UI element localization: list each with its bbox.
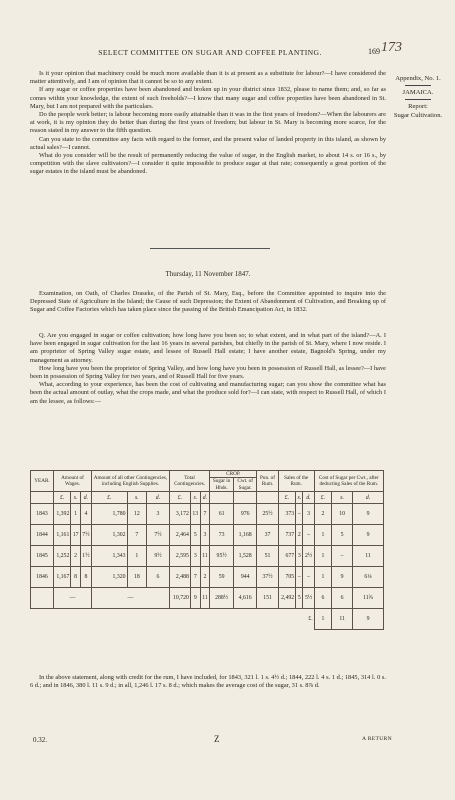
table-row: 1845 1,252 2 1½ 1,343 1 9½ 2,595 3 11 95½ 1,528 51 677 3 2½ 1 – 11 bbox=[31, 546, 384, 567]
margin-jamaica: JAMAICA. bbox=[402, 89, 434, 96]
paragraph: What do you consider will be the result of permanently reducing the value of sugar, in the English market, to about 14 s. or 16 s., by competition with the slave cultivators?—I consider it quite impossible to produce sugar at that rate; consequently a great portion of the sugar estates in the island must be abandoned. bbox=[30, 152, 386, 176]
margin-note bbox=[387, 74, 449, 120]
col-contingencies: Amount of all other Contingencies, including English Supplies. bbox=[91, 471, 169, 492]
units-row: £. s. d. £. s. d. £. s. d. £. s. d. £. s. d. bbox=[31, 492, 384, 504]
evidence-continued bbox=[30, 70, 386, 177]
footer-signature-mark: 0.32. bbox=[33, 736, 47, 744]
testimony bbox=[30, 332, 386, 406]
cost-table bbox=[30, 470, 384, 630]
col-sugar-hhds: Sugar in Hhds. bbox=[210, 478, 234, 492]
paragraph: Can you state to the committee any facts with regard to the former, and the present value of landed property in this island, as shown by actual sales?—I cannot. bbox=[30, 135, 386, 151]
margin-report: Report: bbox=[408, 103, 428, 110]
section-divider bbox=[150, 248, 270, 249]
paragraph: Q. Are you engaged in sugar or coffee cultivation; how long have you been so; to what extent, and in what part of the island?—A. I have been engaged in sugar cultivation for the last 16 years in several parishes, but chiefly in the parish of St. Mary, where I now reside. I am proprietor of Spring Valley sugar estate, and lessee of Russell Hall estate; I have another estate, Bagnold's Spring, under my management as attorney. bbox=[30, 332, 386, 364]
col-cost: Cost of Sugar per Cwt., after deducting Sales of the Rum. bbox=[314, 471, 383, 492]
handwritten-folio-number: 173 bbox=[381, 40, 402, 55]
col-sugar-cwt: Cwt. of Sugar. bbox=[234, 478, 257, 492]
examination-heading bbox=[30, 290, 386, 315]
totals-row: — — 10,720 9 11 288½ 4,616 151 2,492 5 5½ 6 6 11¾ bbox=[31, 588, 384, 609]
closing-statement bbox=[30, 674, 386, 690]
average-row: £. 1 11 9 bbox=[31, 609, 384, 630]
paragraph: In the above statement, along with credit for the rum, I have included, for 1843, 321 l. 1 s. 4½ d.; 1844, 222 l. 4 s. 1 d.; 1845, 314 l. 0 s. 6 d.; and in 1846, 380 l. 11 s. 9 d.; in all, 1,246 l. 17 s. 8 d.; which makes the average cost of the sugar, 31 s. 8⅞ d. bbox=[30, 674, 386, 690]
paragraph: How long have you been the proprietor of Spring Valley, and how long have you been in possession of Russell Hall, as lessee?—I have been in possession of Spring Valley for two years, and of Russell Hall for five years. bbox=[30, 364, 386, 381]
page-number: 169 bbox=[368, 47, 380, 56]
footer-gathering-letter: Z bbox=[214, 734, 220, 744]
paragraph: Do the people work better; is labour becoming more easily attainable than it was in the first years of freedom?—When the labourers are at work, it is my opinion they do better than during the first years of freedom; but labour in St. Mary is becoming more scarce, for the reason stated in my answer to the fifth question. bbox=[30, 111, 386, 135]
table-row: 1846 1,167 8 8 1,320 18 6 2,488 7 2 59 944 37½ 705 – – 1 9 6¼ bbox=[31, 567, 384, 588]
col-puns: Pun. of Rum. bbox=[257, 471, 278, 492]
table-row: 1844 1,161 17 7½ 1,302 7 7½ 2,464 5 3 73 1,168 37 737 2 – 1 5 9 bbox=[31, 525, 384, 546]
col-wages: Amount of Wages. bbox=[54, 471, 92, 492]
examination-text: Examination, on Oath, of Charles Draseke, of the Parish of St. Mary, Esq., before the Committee appointed to inquire into the Depressed State of Agriculture in the Island; the Cause of such Depression; the Extent of Abandonment of Cultivation, and Breaking up of Sugar and Coffee Factories which has taken place since the passing of the British Emancipation Act, in 1832. bbox=[30, 290, 386, 314]
session-date: Thursday, 11 November 1847. bbox=[165, 270, 251, 278]
col-sales: Sales of the Rum. bbox=[278, 471, 314, 492]
paragraph: If any sugar or coffee properties have been abandoned and broken up in your district since 1832, please to name them; and, so far as comes within your knowledge, the extent of such freeholds?—I know that many sugar and coffee properties have been abandoned in St. Mary, but I am not prepared with the particulars. bbox=[30, 86, 386, 110]
col-year: YEAR. bbox=[31, 471, 54, 492]
col-total: Total Contingencies. bbox=[169, 471, 209, 492]
footer-catchword: A RETURN bbox=[362, 736, 392, 742]
margin-rule bbox=[405, 99, 431, 100]
table-row: 1843 1,392 1 4 1,780 12 3 3,172 13 7 61 976 25½ 373 – 3 2 10 9 bbox=[31, 504, 384, 525]
margin-rule bbox=[405, 85, 431, 86]
margin-appendix: Appendix, No. 1. bbox=[395, 75, 441, 82]
paragraph: Is it your opinion that machinery could be much more available than it is at present as a substitute for labour?—I have considered the matter attentively, and I am of opinion that it cannot be so to any extent. bbox=[30, 70, 386, 86]
running-header: SELECT COMMITTEE ON SUGAR AND COFFEE PLANTING. bbox=[98, 48, 322, 57]
paragraph: What, according to your experience, has been the cost of cultivating and manufacturing sugar; can you show the committee what has been the actual amount of outlay, what the crops made, and what the produce sold for?—I can state, with respect to Russell Hall, of which I am the lessee, as follows:— bbox=[30, 381, 386, 405]
table-header-row bbox=[31, 471, 384, 478]
col-crop: CROP. bbox=[210, 471, 257, 478]
margin-subject: Sugar Cultivation. bbox=[393, 112, 443, 119]
